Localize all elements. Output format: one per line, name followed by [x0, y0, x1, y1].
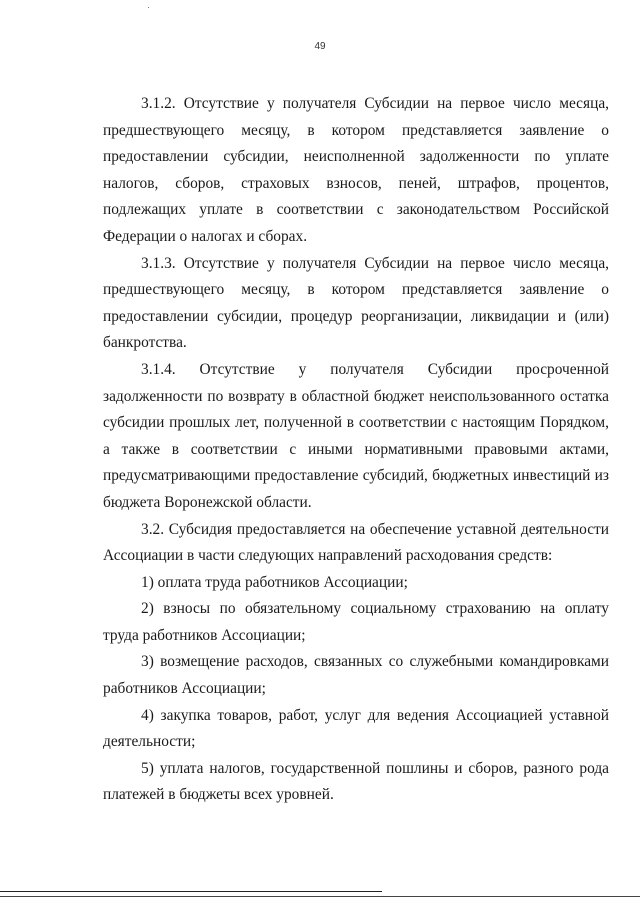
paragraph-3-1-3: 3.1.3. Отсутствие у получателя Субсидии на первое число месяца, предшествующего месяцу, в котором представляется заявление о предоставлении субсидии, процедур реорганизации, ликвидации и (или) банкротства. [103, 254, 609, 352]
list-item-3: 3) возмещение расходов, связанных со служебными командировками работников Ассоциации; [103, 653, 609, 698]
paragraph-3-1-2: 3.1.2. Отсутствие у получателя Субсидии на первое число месяца, предшествующего месяцу, в котором представляется заявление о предоставлении субсидии, неисполненной задолженности по уплате налогов, сборов, страховых взносов, пеней, штрафов, процентов, подлежащих уплате в соответствии с законодательством Российской Федерации о налогах и сборах. [103, 95, 609, 245]
paragraph-3-1-4: 3.1.4. Отсутствие у получателя Субсидии просроченной задолженности по возврату в областной бюджет неиспользованного остатка субсидии прошлых лет, полученной в соответствии с настоящим Порядком, а также в соответствии с иными нормативными правовыми актами, предусматривающими предоставление субсидий, бюджетных инвестиций из бюджета Воронежской области. [103, 360, 609, 511]
list-item-2: 2) взносы по обязательному социальному страхованию на оплату труда работников Ассоциации; [103, 600, 609, 644]
list-item-4: 4) закупка товаров, работ, услуг для ведения Ассоциацией уставной деятельности; [103, 706, 609, 751]
list-item-1: 1) оплата труда работников Ассоциации; [141, 573, 408, 591]
bottom-divider [0, 891, 382, 892]
paragraph-3-2: 3.2. Субсидия предоставляется на обеспечение уставной деятельности Ассоциации в части следующих направлений расходования средств: [103, 520, 609, 565]
page-number: 49 [314, 41, 326, 52]
list-item-5: 5) уплата налогов, государственной пошлины и сборов, разного рода платежей в бюджеты всех уровней. [103, 759, 609, 804]
scan-artifact [148, 7, 149, 8]
document-body [103, 91, 609, 809]
bottom-edge-line [0, 896, 640, 897]
